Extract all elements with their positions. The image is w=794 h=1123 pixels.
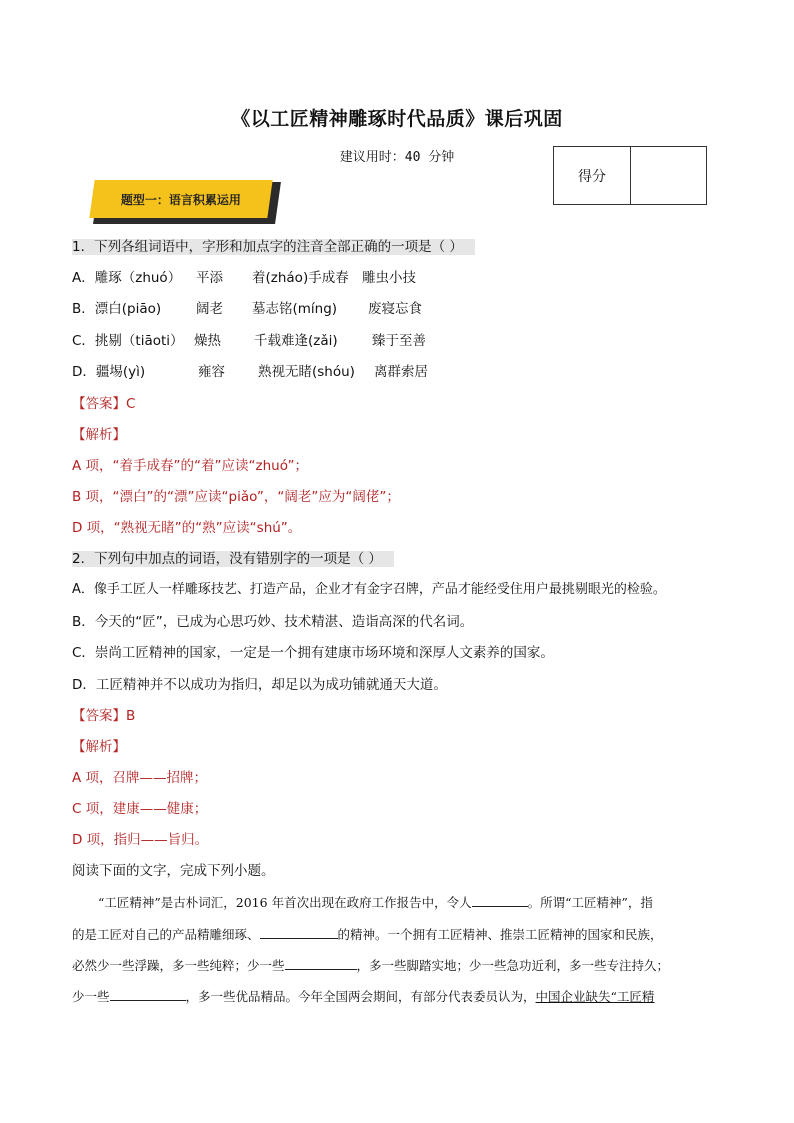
passage-line xyxy=(72,986,726,1008)
score-input-cell[interactable] xyxy=(631,147,706,204)
passage-text: 。所谓“工匠精神”，指 xyxy=(527,895,653,910)
option-word: D．疆埸(yì) xyxy=(72,364,146,380)
section-badge-face xyxy=(89,180,272,218)
question-2-analysis-line: C 项，建康——健康； xyxy=(72,801,208,817)
option-word: 阔老 xyxy=(196,301,223,317)
passage-line xyxy=(72,892,726,914)
option-word: 熟视无睹(shóu) xyxy=(258,364,355,380)
question-2-option-a: A．像手工匠人一样雕琢技艺、打造产品，企业才有金字召牌，产品才能经受住用户最挑剔眼光的检验。 xyxy=(72,582,666,597)
question-1-answer: 【答案】C xyxy=(72,396,136,412)
question-2-analysis-line: D 项，指归——旨归。 xyxy=(72,832,209,848)
question-1-analysis-label: 【解析】 xyxy=(72,427,126,443)
reading-intro: 阅读下面的文字，完成下列小题。 xyxy=(72,863,275,879)
score-box xyxy=(553,146,707,205)
question-2-option-d: D．工匠精神并不以成功为指归，却足以为成功铺就通天大道。 xyxy=(72,677,447,693)
question-2-text: 2．下列句中加点的词语，没有错别字的一项是（ ） xyxy=(72,551,394,567)
section-badge xyxy=(92,180,278,224)
question-2-option-b: B．今天的“匠”，已成为心思巧妙、技术精湛、造诣高深的代名词。 xyxy=(72,614,474,630)
option-word: 雕虫小技 xyxy=(362,270,416,286)
passage-text: 的是工匠对自己的产品精雕细琢、 xyxy=(72,927,260,942)
fill-blank[interactable] xyxy=(110,986,186,1001)
fill-blank[interactable] xyxy=(260,924,338,939)
passage-text: 少一些 xyxy=(72,989,110,1004)
option-word: 臻于至善 xyxy=(372,333,426,349)
question-2-analysis-line: A 项，召牌——招牌； xyxy=(72,770,208,786)
passage-line xyxy=(72,924,726,946)
question-2-answer: 【答案】B xyxy=(72,708,136,724)
question-1-option-d xyxy=(72,362,428,382)
page-title: 《以工匠精神雕琢时代品质》课后巩固 xyxy=(231,108,563,130)
passage-text: ，多一些脚踏实地；少一些急功近利，多一些专注持久； xyxy=(356,958,670,973)
question-1-option-b xyxy=(72,299,422,319)
option-word: A．雕琢（zhuó） xyxy=(72,270,182,286)
option-word: C．挑剔（tiāoti） xyxy=(72,333,184,349)
option-word: 着(zháo)手成春 xyxy=(252,270,349,286)
underlined-text: 中国企业缺失“工匠精 xyxy=(535,989,655,1004)
question-2-option-c: C．崇尚工匠精神的国家，一定是一个拥有建康市场环境和深厚人文素养的国家。 xyxy=(72,645,554,661)
option-word: 离群索居 xyxy=(374,364,428,380)
option-word: 千载难逢(zǎi) xyxy=(254,333,338,349)
score-label: 得分 xyxy=(554,147,631,204)
question-1-stem xyxy=(72,237,475,257)
passage-text: ，多一些优品精品。今年全国两会期间，有部分代表委员认为， xyxy=(185,989,536,1004)
question-1-option-c xyxy=(72,331,426,351)
option-word: 雍容 xyxy=(198,364,225,380)
passage-text: 的精神。一个拥有工匠精神、推崇工匠精神的国家和民族， xyxy=(337,927,663,942)
question-1-text: 1．下列各组词语中，字形和加点字的注音全部正确的一项是（ ） xyxy=(72,239,475,255)
fill-blank[interactable] xyxy=(472,892,528,907)
question-1-analysis-line: A 项，“着手成春”的“着”应读“zhuó”； xyxy=(72,458,308,474)
fill-blank[interactable] xyxy=(285,955,357,970)
question-1-analysis-line: D 项，“熟视无睹”的“熟”应读“shú”。 xyxy=(72,520,302,536)
question-1-option-a xyxy=(72,268,416,288)
question-2-analysis-label: 【解析】 xyxy=(72,739,126,755)
passage-line xyxy=(72,955,726,977)
option-word: 平添 xyxy=(196,270,223,286)
question-2-stem xyxy=(72,549,394,569)
suggested-time: 建议用时：40 分钟 xyxy=(339,150,455,165)
passage-text: 必然少一些浮躁，多一些纯粹；少一些 xyxy=(72,958,285,973)
passage-text: “工匠精神”是古朴词汇，2016 年首次出现在政府工作报告中，令人 xyxy=(98,895,472,910)
option-word: 废寝忘食 xyxy=(368,301,422,317)
option-word: 墓志铭(míng) xyxy=(252,301,338,317)
section-label: 题型一：语言积累运用 xyxy=(120,192,241,207)
question-1-analysis-line: B 项，“漂白”的“漂”应读“piǎo”，“阔老”应为“阔佬”； xyxy=(72,489,400,505)
option-word: 燥热 xyxy=(194,333,221,349)
option-word: B．漂白(piāo) xyxy=(72,301,162,317)
